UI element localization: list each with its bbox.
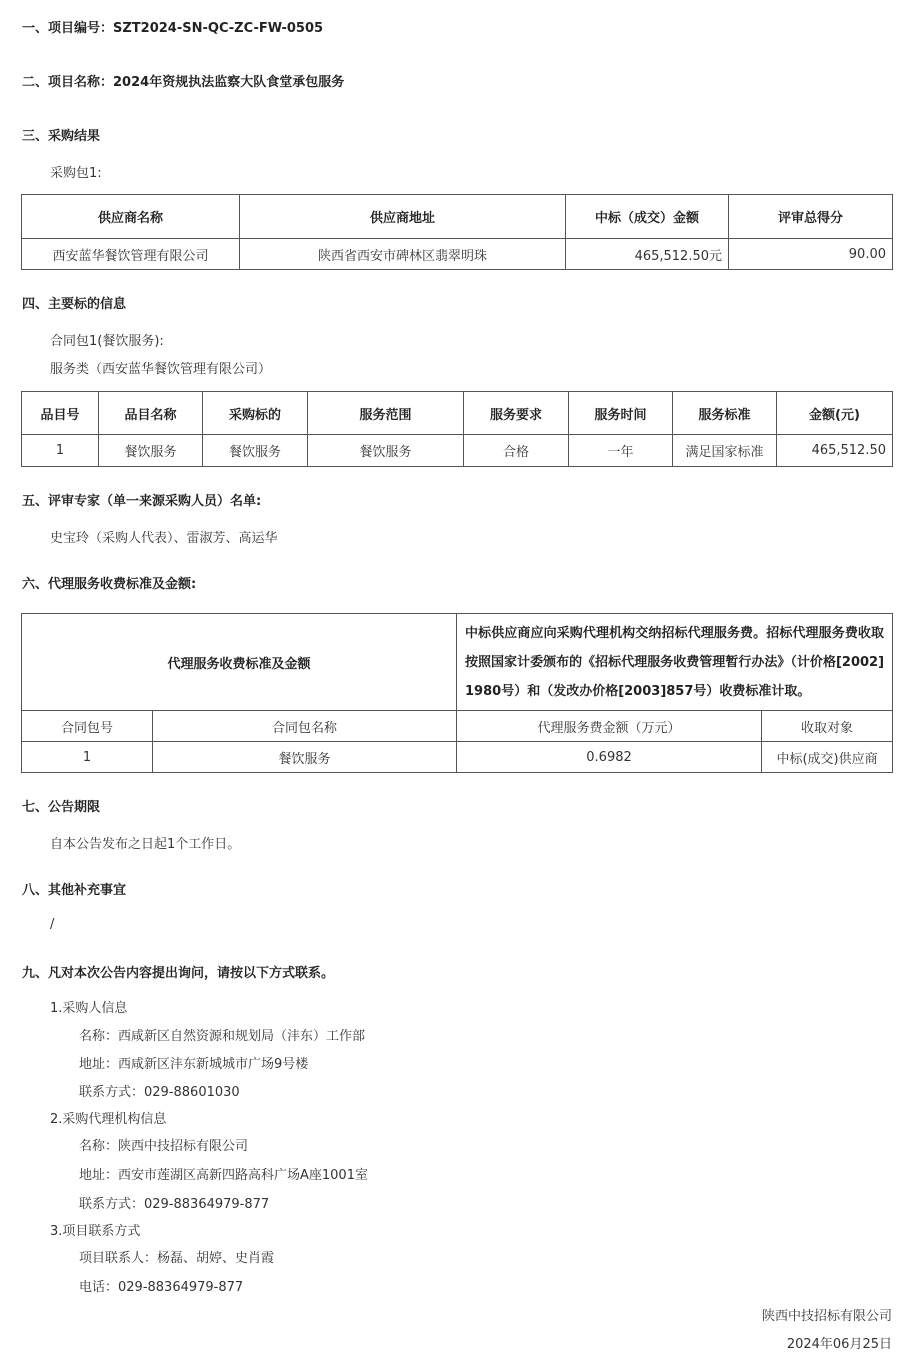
table-cell: 465,512.50 [777, 435, 893, 467]
table-header: 采购标的 [203, 392, 308, 435]
project-number-label: 一、项目编号： [22, 21, 114, 36]
table-header-row [22, 711, 893, 742]
project-number [22, 17, 323, 36]
subject-table [21, 391, 893, 467]
table-header: 品目名称 [99, 392, 203, 435]
purchaser-address: 地址：西咸新区沣东新城城市广场9号楼 [79, 1057, 309, 1072]
agency-info-title: 2.采购代理机构信息 [50, 1112, 167, 1127]
table-cell: 中标(成交)供应商 [762, 742, 893, 773]
section-title-experts: 五、评审专家（单一来源采购人员）名单: [22, 494, 262, 509]
footer-company: 陕西中技招标有限公司 [761, 1309, 892, 1324]
purchaser-phone: 联系方式：029-88601030 [79, 1085, 240, 1100]
table-cell: 1 [22, 742, 153, 773]
project-name-label: 二、项目名称： [22, 75, 114, 90]
agency-phone: 联系方式：029-88364979-877 [79, 1197, 270, 1212]
table-header: 合同包名称 [153, 711, 457, 742]
purchaser-name: 名称：西咸新区自然资源和规划局（沣东）工作部 [79, 1029, 366, 1044]
table-cell: 0.6982 [457, 742, 762, 773]
footer-date: 2024年06月25日 [786, 1337, 892, 1352]
section-title-contact: 九、凡对本次公告内容提出询问，请按以下方式联系。 [22, 966, 335, 981]
table-row [22, 435, 893, 467]
table-header: 供应商名称 [22, 195, 240, 239]
contract-package-label: 合同包1(餐饮服务): [50, 334, 164, 349]
fee-standard-label: 代理服务收费标准及金额 [22, 614, 457, 711]
announcement-period: 自本公告发布之日起1个工作日。 [50, 837, 241, 852]
table-header: 中标（成交）金额 [566, 195, 729, 239]
section-title-period: 七、公告期限 [22, 800, 101, 815]
agency-name: 名称：陕西中技招标有限公司 [79, 1139, 249, 1154]
section-title-other: 八、其他补充事宜 [22, 883, 127, 898]
table-cell: 一年 [569, 435, 673, 467]
package-label: 采购包1: [50, 166, 102, 181]
service-category: 服务类（西安蓝华餐饮管理有限公司） [50, 362, 272, 377]
purchaser-info-title: 1.采购人信息 [50, 1001, 128, 1016]
table-row [22, 239, 893, 270]
agency-address: 地址：西安市莲湖区高新四路高科广场A座1001室 [79, 1168, 368, 1183]
table-cell: 1 [22, 435, 99, 467]
project-name-value: 2024年资规执法监察大队食堂承包服务 [113, 75, 345, 90]
fee-standard-description: 中标供应商应向采购代理机构交纳招标代理服务费。招标代理服务费收取按照国家计委颁布的《招标代理服务收费管理暂行办法》（计价格[2002]1980号）和（发改办价格[2003]857号）收费标准计取。 [457, 614, 893, 711]
result-table [21, 194, 893, 270]
table-cell: 合格 [464, 435, 569, 467]
table-header: 合同包号 [22, 711, 153, 742]
table-cell: 餐饮服务 [203, 435, 308, 467]
bid-amount: 465,512.50元 [566, 239, 729, 270]
table-header: 服务要求 [464, 392, 569, 435]
fee-standard-row [22, 614, 893, 711]
project-contact-title: 3.项目联系方式 [50, 1224, 141, 1239]
table-header-row [22, 392, 893, 435]
table-cell: 满足国家标准 [673, 435, 777, 467]
table-header-row [22, 195, 893, 239]
expert-names: 史宝玲（采购人代表）、雷淑芳、高运华 [50, 531, 278, 546]
table-header: 品目号 [22, 392, 99, 435]
table-header: 收取对象 [762, 711, 893, 742]
table-header: 服务时间 [569, 392, 673, 435]
table-header: 服务标准 [673, 392, 777, 435]
table-cell: 餐饮服务 [99, 435, 203, 467]
project-phone: 电话：029-88364979-877 [79, 1280, 244, 1295]
section-title-result: 三、采购结果 [22, 129, 101, 144]
table-header: 供应商地址 [240, 195, 566, 239]
table-header: 服务范围 [308, 392, 464, 435]
table-header: 评审总得分 [729, 195, 893, 239]
supplier-name: 西安蓝华餐饮管理有限公司 [22, 239, 240, 270]
project-number-value: SZT2024-SN-QC-ZC-FW-0505 [113, 21, 324, 36]
section-title-fee: 六、代理服务收费标准及金额: [22, 577, 197, 592]
section-title-subject: 四、主要标的信息 [22, 297, 127, 312]
supplier-address: 陕西省西安市碑林区翡翠明珠 [240, 239, 566, 270]
project-name [22, 71, 344, 90]
table-cell: 餐饮服务 [308, 435, 464, 467]
score: 90.00 [729, 239, 893, 270]
other-matters: / [50, 917, 55, 932]
table-header: 金额(元) [777, 392, 893, 435]
fee-table [21, 613, 893, 773]
table-row [22, 742, 893, 773]
table-cell: 餐饮服务 [153, 742, 457, 773]
project-contacts: 项目联系人：杨磊、胡婷、史肖霞 [79, 1251, 275, 1266]
table-header: 代理服务费金额（万元） [457, 711, 762, 742]
